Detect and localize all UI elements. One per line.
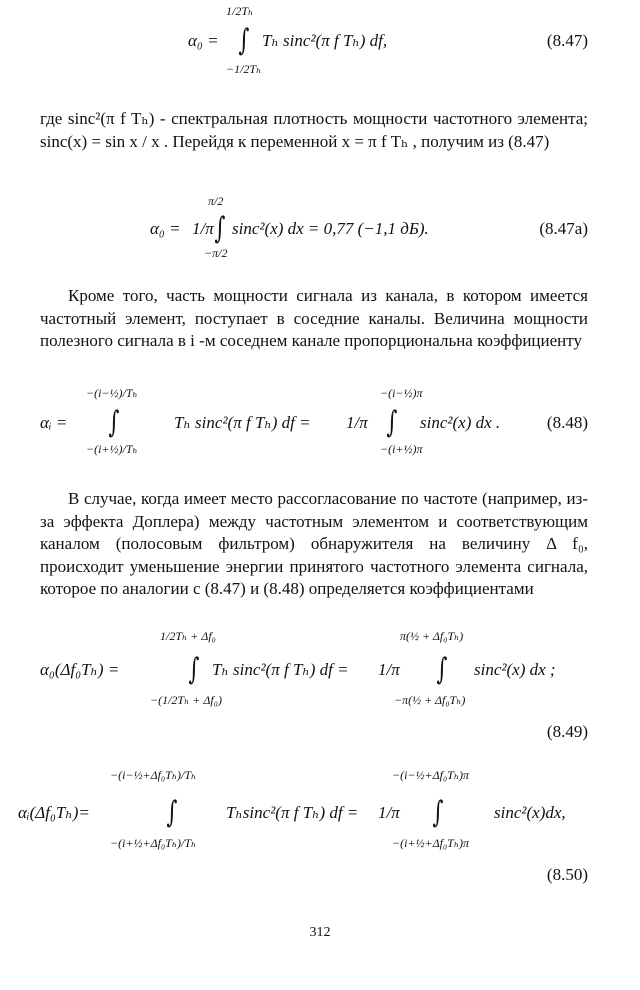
eq-8-48-lower-limit-right: −(i+½)π [380, 442, 423, 456]
eq-8-48-lower-limit-left: −(i+½)/Tₕ [86, 442, 138, 456]
eq-8-47a-integral-sign: ∫ [214, 211, 226, 246]
eq-8-48-integral-sign-right: ∫ [386, 405, 398, 440]
page-number: 312 [309, 925, 331, 940]
eq-8-49-lower-limit-left: −(1/2Tₕ + Δf₀) [150, 693, 222, 707]
equation-8-48 [0, 380, 640, 470]
eq-8-49-number: (8.49) [546, 722, 588, 741]
eq-8-47a-upper-limit: π/2 [208, 194, 224, 208]
eq-8-47-number: (8.47) [546, 31, 588, 50]
eq-8-49-upper-limit-right: π(½ + Δf₀Tₕ) [400, 629, 464, 643]
eq-8-47a-number: (8.47а) [539, 219, 588, 238]
eq-8-49-lower-limit-right: −π(½ + Δf₀Tₕ) [394, 693, 466, 707]
eq-8-50-upper-limit-left: −(i−½+Δf₀Tₕ)/Tₕ [110, 768, 197, 782]
eq-8-49-integral-sign-right: ∫ [436, 652, 448, 687]
paragraph-3: В случае, когда имеет место рассогласование по частоте (например, из-за эффекта Доплера) между частотным элементом и соответствующим каналом (полосовым фильтром) обнаружителя на величину Δ f₀, происходит уменьшение энергии принятого частотного элемента сигнала, которое по аналогии с (8.47) и (8.48) определяется коэффициентами [40, 489, 588, 598]
eq-8-47-integral-sign: ∫ [238, 23, 250, 58]
eq-8-50-middle: Tₕsinc²(π f Tₕ) df = [226, 803, 359, 822]
paragraph-1: где sinc²(π f Tₕ) - спектральная плотность мощности частотного элемента; sinc(x) = sin x / x . Перейдя к переменной x = π f Tₕ , получим из (8.47) [40, 109, 588, 151]
eq-8-47a-lhs: α₀ = [150, 219, 181, 238]
eq-8-47-upper-limit: 1/2Tₕ [226, 4, 254, 18]
eq-8-50-lower-limit-right: −(i+½+Δf₀Tₕ)π [392, 836, 470, 850]
eq-8-50-lower-limit-left: −(i+½+Δf₀Tₕ)/Tₕ [110, 836, 197, 850]
eq-8-49-body: sinc²(x) dx ; [474, 660, 556, 679]
eq-8-50-integral-sign-right: ∫ [432, 795, 444, 830]
eq-8-48-number: (8.48) [546, 413, 588, 432]
eq-8-50-integral-sign-left: ∫ [166, 795, 178, 830]
eq-8-50-body: sinc²(x)dx, [494, 803, 566, 822]
eq-8-50-lhs: αᵢ(Δf₀Tₕ)= [18, 803, 90, 822]
equation-8-50 [0, 760, 640, 900]
eq-8-50-number: (8.50) [546, 865, 588, 884]
eq-8-47-body: Tₕ sinc²(π f Tₕ) df, [262, 31, 388, 50]
eq-8-47a-body: sinc²(x) dx = 0,77 (−1,1 дБ). [232, 219, 429, 238]
paragraph-2: Кроме того, часть мощности сигнала из канала, в котором имеется частотный элемент, поступает в соседние каналы. Величина мощности полезного сигнала в i -м соседнем канале пропорциональна коэффициенту [40, 286, 588, 350]
eq-8-49-integral-sign-left: ∫ [188, 652, 200, 687]
eq-8-50-upper-limit-right: −(i−½+Δf₀Tₕ)π [392, 768, 470, 782]
eq-8-49-middle: Tₕ sinc²(π f Tₕ) df = [212, 660, 349, 679]
eq-8-49-lhs: α₀(Δf₀Tₕ) = [40, 660, 120, 679]
eq-8-48-factor: 1/π [346, 413, 368, 432]
eq-8-49-factor: 1/π [378, 660, 400, 679]
eq-8-48-upper-limit-left: −(i−½)/Tₕ [86, 386, 138, 400]
eq-8-47-lhs: α₀ = [188, 31, 219, 50]
equation-8-49 [0, 615, 640, 755]
eq-8-50-factor: 1/π [378, 803, 400, 822]
eq-8-47a-factor: 1/π [192, 219, 214, 238]
eq-8-48-lhs: αᵢ = [40, 413, 68, 432]
eq-8-47-lower-limit: −1/2Tₕ [226, 62, 262, 76]
equation-8-47 [0, 0, 640, 90]
eq-8-48-integral-sign-left: ∫ [108, 405, 120, 440]
eq-8-47a-lower-limit: −π/2 [204, 246, 228, 260]
eq-8-48-upper-limit-right: −(i−½)π [380, 386, 423, 400]
eq-8-48-middle: Tₕ sinc²(π f Tₕ) df = [174, 413, 311, 432]
equation-8-47a [0, 190, 640, 270]
eq-8-48-body: sinc²(x) dx . [420, 413, 501, 432]
eq-8-49-upper-limit-left: 1/2Tₕ + Δf₀ [160, 629, 216, 643]
